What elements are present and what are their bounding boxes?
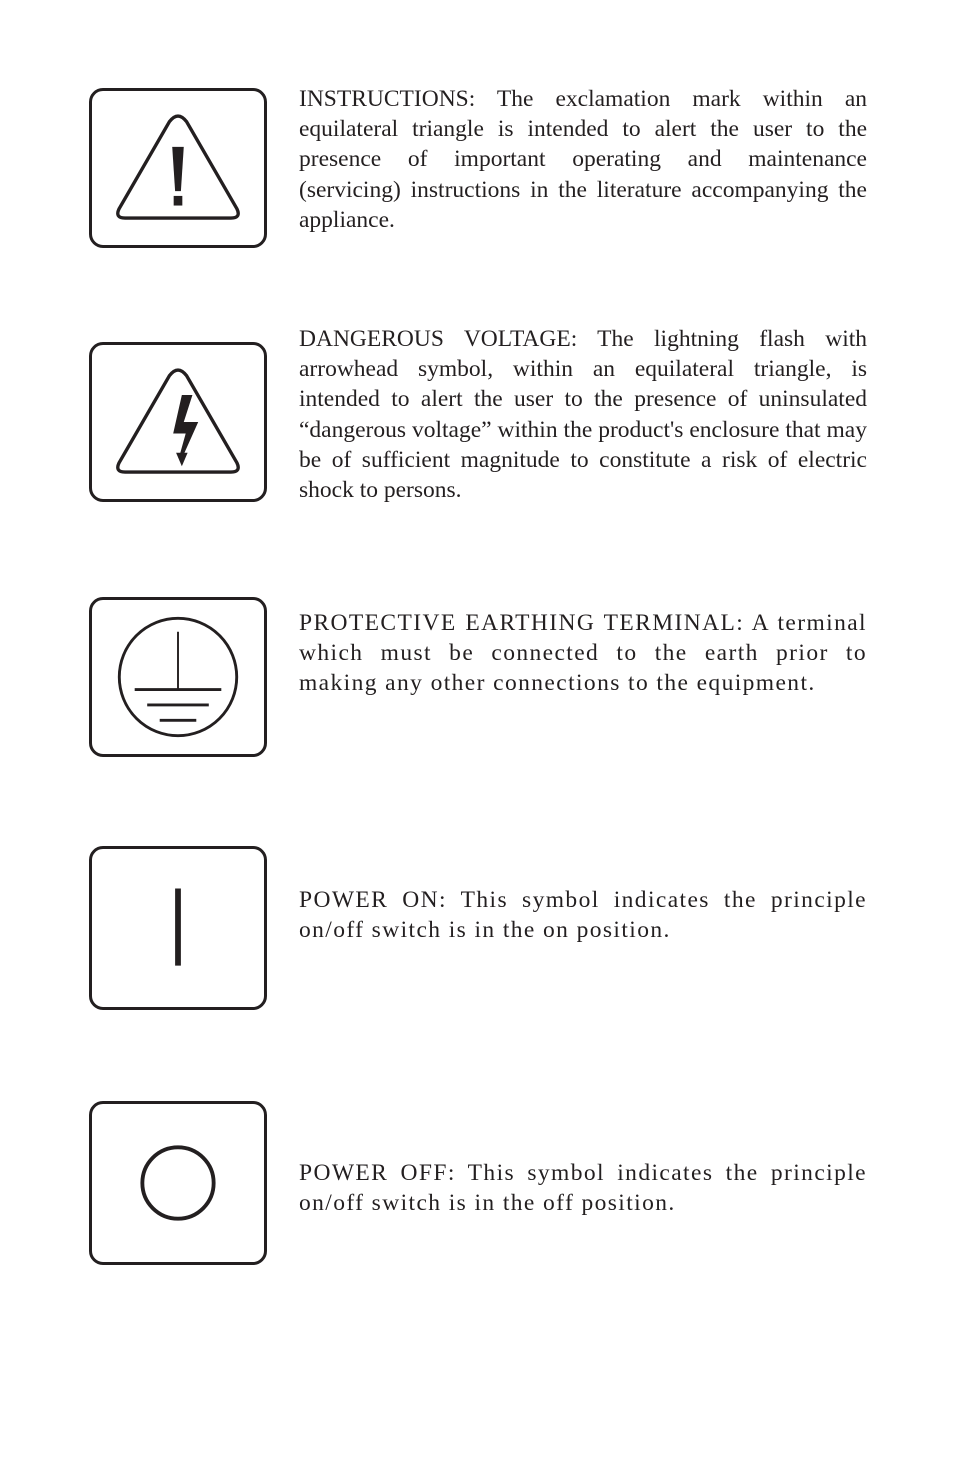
power-off-symbol-box — [89, 1101, 267, 1265]
power-on-symbol-box — [89, 846, 267, 1010]
protective-earth-ground-icon — [92, 600, 264, 754]
instructions-symbol-box — [89, 88, 267, 248]
protective-earth-symbol-box — [89, 597, 267, 757]
power-on-line-icon — [92, 849, 264, 1007]
power-off-description: POWER OFF: This symbol indicates the principle on/off switch is in the off position. — [299, 1160, 867, 1217]
dangerous-voltage-description: DANGEROUS VOLTAGE: The lightning flash with arrowhead symbol, within an equilateral triangle, is intended to alert the user to the presence of uninsulated “dangerous voltage” within the product's enclosure that may be of sufficient magnitude to constitute a risk of electric shock to persons. — [299, 326, 867, 504]
instructions-description: INSTRUCTIONS: The exclamation mark within an equilateral triangle is intended to alert the user to the presence of important operating and maintenance (servicing) instructions in the literature accompanying the appliance. — [299, 86, 867, 233]
protective-earth-description: PROTECTIVE EARTHING TERMINAL: A terminal which must be connected to the earth prior to making any other connections to the equipment. — [299, 610, 867, 697]
dangerous-voltage-symbol-box — [89, 342, 267, 502]
power-off-circle-icon — [92, 1104, 264, 1262]
dangerous-voltage-lightning-triangle-icon — [92, 345, 264, 499]
warning-exclamation-triangle-icon — [92, 91, 264, 245]
power-on-description: POWER ON: This symbol indicates the principle on/off switch is in the on position. — [299, 887, 867, 944]
